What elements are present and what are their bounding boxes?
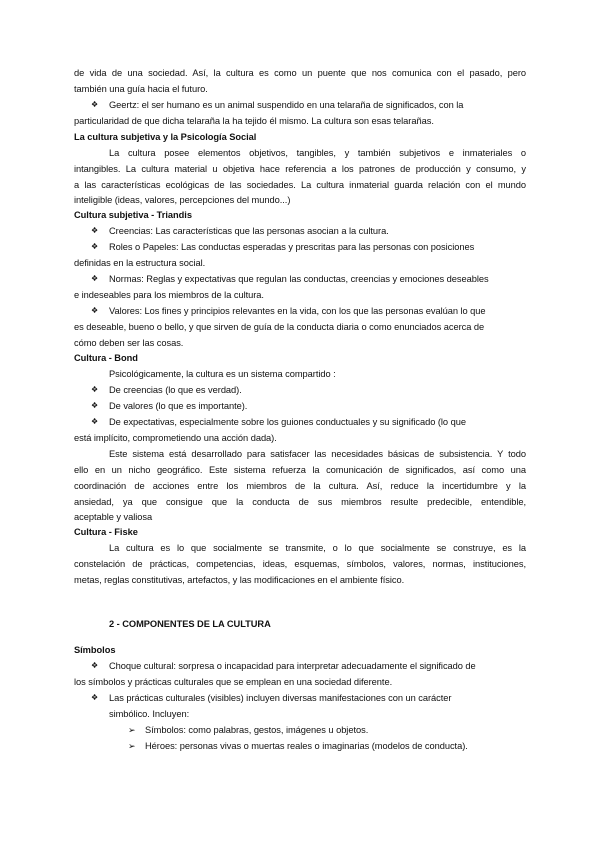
text-line: los símbolos y prácticas culturales que se emplean en una sociedad diferente. — [74, 677, 393, 687]
diamond-bullet-icon: ❖ — [91, 385, 99, 394]
text-line: Creencias: Las características que las personas asocian a la cultura. — [109, 226, 389, 236]
text-line: Héroes: personas vivas o muertas reales o imaginarias (modelos de conducta). — [145, 741, 468, 751]
text-line: a las características ecológicas de las sociedades. La cultura inmaterial guarda relación con el mundo — [74, 180, 526, 190]
arrow-bullet-icon: ➢ — [128, 741, 136, 751]
arrow-bullet-icon: ➢ — [128, 725, 136, 735]
text-line: Normas: Reglas y expectativas que regulan las conductas, creencias y emociones deseables — [109, 274, 489, 284]
diamond-bullet-icon: ❖ — [91, 274, 99, 283]
section-heading: Cultura - Fiske — [74, 527, 138, 537]
text-line: cómo deben ser las cosas. — [74, 338, 184, 348]
text-line: Las prácticas culturales (visibles) incluyen diversas manifestaciones con un carácter — [109, 693, 452, 703]
text-line: metas, reglas constitutivas, artefactos, y las modificaciones en el ambiente físico. — [74, 575, 405, 585]
text-line: está implícito, comprometiendo una acción dada). — [74, 433, 277, 443]
section-heading: 2 - COMPONENTES DE LA CULTURA — [109, 619, 271, 629]
text-line: ansiedad, ya que consigue que la conducta de sus miembros resulte predecible, entendible, — [74, 497, 526, 507]
text-line: e indeseables para los miembros de la cultura. — [74, 290, 264, 300]
text-line: De valores (lo que es importante). — [109, 401, 248, 411]
text-line: Choque cultural: sorpresa o incapacidad para interpretar adecuadamente el significado de — [109, 661, 476, 671]
text-line: intangibles. La cultura material u objetiva hace referencia a los patrones de producción y consumo, y — [74, 164, 526, 174]
section-heading: Cultura subjetiva - Triandis — [74, 210, 192, 220]
diamond-bullet-icon: ❖ — [91, 306, 99, 315]
diamond-bullet-icon: ❖ — [91, 417, 99, 426]
text-line: definidas en la estructura social. — [74, 258, 206, 268]
text-line: Roles o Papeles: Las conductas esperadas y prescritas para las personas con posiciones — [109, 242, 475, 252]
text-line: De creencias (lo que es verdad). — [109, 385, 242, 395]
text-line: La cultura es lo que socialmente se transmite, o lo que socialmente se construye, es la — [109, 543, 526, 553]
text-line: particularidad de que dicha telaraña la ha tejido él mismo. La cultura son esas telarañas. — [74, 116, 434, 126]
text-line: La cultura posee elementos objetivos, tangibles, y también subjetivos e inmateriales o — [109, 148, 526, 158]
text-line: constelación de prácticas, competencias, ideas, esquemas, símbolos, valores, normas, instituciones, — [74, 559, 526, 569]
text-line: es deseable, bueno o bello, y que sirven de guía de la conducta diaria o como enunciados acerca de — [74, 322, 485, 332]
text-line: aceptable y valiosa — [74, 512, 153, 522]
diamond-bullet-icon: ❖ — [91, 100, 99, 109]
text-line: De expectativas, especialmente sobre los guiones conductuales y su significado (lo que — [109, 417, 466, 427]
diamond-bullet-icon: ❖ — [91, 661, 99, 670]
section-heading: Cultura - Bond — [74, 353, 138, 363]
text-line: también una guía hacia el futuro. — [74, 84, 208, 94]
text-line: Valores: Los fines y principios relevantes en la vida, con los que las personas evalúan lo que — [109, 306, 486, 316]
diamond-bullet-icon: ❖ — [91, 242, 99, 251]
text-line: ello en un nicho geográfico. Este sistema refuerza la comunicación de significados, así como una — [74, 465, 526, 475]
text-line: Símbolos: como palabras, gestos, imágenes u objetos. — [145, 725, 369, 735]
section-heading: Símbolos — [74, 645, 116, 655]
text-line: Psicológicamente, la cultura es un sistema compartido : — [109, 369, 336, 379]
text-line: Este sistema está desarrollado para satisfacer las necesidades básicas de subsistencia. Y todo — [109, 449, 526, 459]
text-line: inteligible (ideas, valores, percepciones del mundo...) — [74, 195, 291, 205]
text-line: simbólico. Incluyen: — [109, 709, 190, 719]
text-line: Geertz: el ser humano es un animal suspendido en una telaraña de significados, con la — [109, 100, 464, 110]
diamond-bullet-icon: ❖ — [91, 401, 99, 410]
diamond-bullet-icon: ❖ — [91, 226, 99, 235]
text-line: coordinación de acciones entre los miembros de la cultura. Así, reduce la incertidumbre y la — [74, 481, 526, 491]
section-heading: La cultura subjetiva y la Psicología Social — [74, 132, 257, 142]
diamond-bullet-icon: ❖ — [91, 693, 99, 702]
text-line: de vida de una sociedad. Así, la cultura es como un puente que nos comunica con el pasado, pero — [74, 68, 526, 78]
